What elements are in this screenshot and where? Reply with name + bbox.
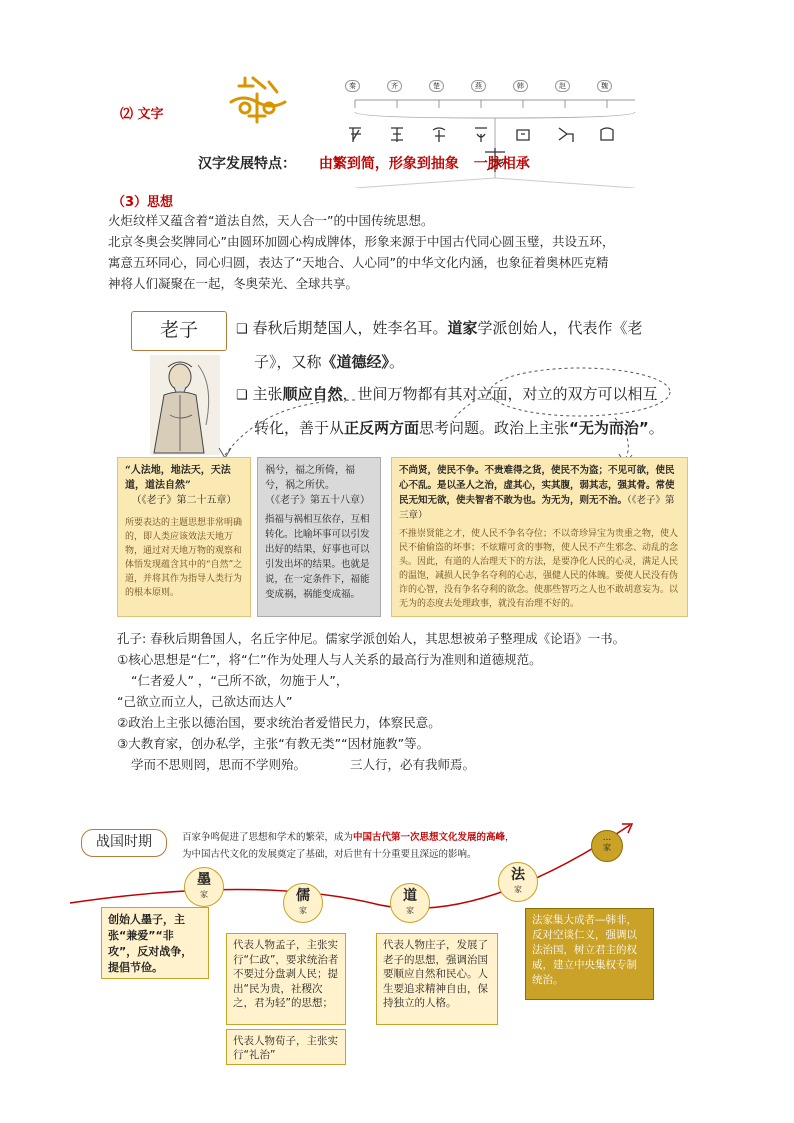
checkbox-bullet-icon: ❑ (236, 388, 248, 403)
school-circle-fa (498, 862, 538, 902)
laozi-b2-bold: “无为而治” (569, 419, 649, 437)
kongzi-line: ①核心思想是“仁”，将“仁”作为处理人与人关系的最高行为准则和道德规范。 (117, 652, 542, 667)
quote-note: 指福与祸相互依存，互相转化。比喻坏事可以引发出好的结果，好事也可以引发出坏的结果。也就是说，在一定条件下，福能变成祸，祸能变成福。 (265, 514, 370, 600)
checkbox-bullet-icon: ❑ (236, 322, 248, 337)
quote-source: （《老子》第三章） (399, 495, 675, 521)
school-big: 墨 (197, 872, 211, 888)
laozi-b2-text: 。 (648, 419, 664, 437)
laozi-b2-bold: 正反两方面 (344, 419, 420, 437)
ru-box-mengzi: 代表人物孟子，主张实行“仁政”，要求统治者不要过分盘剥人民；提出“民为贵，社稷次之，君为轻”的思想； (226, 933, 346, 1025)
laozi-b1-bold: 《道德经》 (321, 353, 390, 371)
state-label: 楚 (429, 80, 444, 92)
mo-box: 创始人墨子，主张“兼爱”“非攻”，反对战争，提倡节俭。 (101, 907, 209, 979)
school-circle-ru (283, 883, 323, 923)
quote-text: 不尚贤，使民不争。不贵难得之货，使民不为盗；不见可欲，使民心不乱。是以圣人之治，虚其心，实其腹，弱其志，强其骨。常使民无知无欲，使夫智者不敢为也。为无为，则无不治。 (399, 465, 675, 506)
intro-text: 百家争鸣促进了思想和学术的繁荣，成为 (182, 832, 354, 843)
laozi-b1-text: 。 (389, 353, 405, 371)
kongzi-line: “仁者爱人” ，“己所不欲，勿施于人”， (131, 673, 349, 688)
kongzi-line: 孔子: 春秋后期鲁国人，名丘字仲尼。儒家学派创始人，其思想被弟子整理成《论语》一书。 (117, 631, 626, 646)
school-big: 法 (511, 867, 525, 883)
dao-box: 代表人物庄子，发展了老子的思想，强调治国要顺应自然和民心。人生要追求精神自由，保持独立的人格。 (376, 933, 498, 1025)
feature-prefix: 汉字发展特点： (198, 156, 296, 172)
quote-source: （《老子》第五十八章） (265, 495, 370, 506)
school-circle-mo (184, 867, 224, 907)
quote-box-1 (117, 457, 251, 617)
laozi-b2-bold: 顺应自然 (282, 385, 343, 403)
torch-emblem-icon (225, 74, 291, 124)
school-circle-more (591, 830, 623, 862)
kongzi-quote: 学而不思则罔，思而不学则殆。 (131, 757, 307, 772)
thought-paragraph: 火炬纹样又蕴含着“道法自然，天人合一”的中国传统思想。 (108, 213, 434, 228)
kongzi-line: ②政治上主张以德治国，要求统治者爱惜民力，体察民意。 (117, 715, 441, 730)
intro-text: 为中国古代文化的发展奠定了基础，对后世有十分重要且深远的影响。 (182, 849, 477, 860)
quote-source: （《老子》第二十五章） (131, 495, 237, 506)
laozi-title: 老子 (131, 311, 227, 351)
school-circle-dao (390, 883, 430, 923)
laozi-bullet-1 (236, 312, 656, 346)
state-label: 秦 (345, 80, 360, 92)
school-small: 家 (514, 885, 522, 894)
school-big: 儒 (296, 888, 310, 904)
school-small: 家 (200, 890, 208, 899)
quote-box-3 (391, 457, 688, 617)
laozi-b2-text: 思考问题。政治上主张 (419, 419, 570, 437)
ru-box-xunzi: 代表人物荀子，主张实行“礼治” (226, 1029, 346, 1065)
laozi-b2-text: 主张 (252, 385, 283, 403)
laozi-b1-bold: 道家 (447, 319, 478, 337)
thought-paragraph: 北京冬奥会奖牌同心”由圆环加圆心构成牌体，形象来源于中国古代同心圆玉璧，共设五环， (108, 234, 615, 249)
quote-note: 所要表达的主题思想非常明确的，即人类应该效法天地万物，通过对天地万物的观察和体悟发现蕴含其中的“自然”之道，并将其作为指导人类行为的根本原则。 (125, 518, 243, 598)
thought-paragraph: 寓意五环同心，同心归圆，表达了“天地合、人心同”的中华文化内涵，也象征着奥林匹克精 (108, 255, 609, 270)
quote-text: “人法地，地法天，天法道，道法自然” (125, 465, 231, 491)
laozi-b1-text: 学派创始人，代表作《老 (477, 319, 643, 337)
laozi-b2-text: 转化，善于从 (254, 419, 345, 437)
highlight-ellipse-icon (195, 360, 675, 470)
kongzi-line (131, 754, 475, 775)
intro-text: ， (505, 832, 515, 843)
state-label: 魏 (597, 80, 612, 92)
kongzi-quote: 三人行，必有我师焉。 (350, 757, 476, 772)
laozi-b2-text: ，世间万物都有其对立面，对立的双方可以相互 (342, 385, 658, 403)
state-label: 赵 (555, 80, 570, 92)
quote-box-2 (257, 457, 381, 617)
school-big: ... (602, 833, 612, 843)
school-small: 家 (299, 906, 307, 915)
school-small: 家 (406, 906, 414, 915)
school-small: 家 (603, 843, 611, 852)
laozi-b1-text: 春秋后期楚国人，姓李名耳。 (252, 319, 448, 337)
quote-note: 不推崇贤能之才，使人民不争名夺位；不以奇珍异宝为贵重之物，使人民不偷偷盗的坏事；不炫耀可贪的事物，使人民不产生邪念、动乱的念头。因此，有道的人治理天下的方法，是要净化人民的心灵，满足人民的温饱，减损人民争名夺利的心志，强健人民的体魄。要使人民没有伪诈的心智，没有争名夺利的欲念。使那些智巧之人也不敢胡意妄为。以无为的态度去处理政事，就没有治理不好的。 (399, 529, 679, 609)
state-label: 齐 (387, 80, 402, 92)
warring-title: 战国时期 (81, 829, 167, 857)
feature-tail: 一脉相承 (473, 156, 530, 172)
state-label: 燕 (471, 80, 486, 92)
intro-highlight: 中国古代第一次思想文化发展的高峰 (353, 832, 506, 843)
laozi-b1-text: 子》，又称 (254, 353, 322, 371)
writing-label: ⑵ 文字 (120, 107, 164, 122)
feature-red: 由繁到简，形象到抽象 (318, 156, 459, 172)
thought-heading: （3）思想 (112, 195, 174, 210)
kongzi-line: “己欲立而立人，己欲达而达人” (117, 694, 293, 709)
writing-feature (198, 154, 530, 175)
quote-text: 祸兮，福之所倚，福兮，祸之所伏。 (265, 465, 355, 491)
state-label: 韩 (513, 80, 528, 92)
thought-paragraph: 神将人们凝聚在一起，冬奥荣光、全球共享。 (108, 276, 359, 291)
school-big: 道 (403, 888, 417, 904)
fa-box: 法家集大成者—韩非，反对空谈仁义，强调以法治国，树立君主的权威，建立中央集权专制统治。 (525, 908, 654, 1000)
kongzi-line: ③大教育家，创办私学，主张“有教无类”“因材施教”等。 (117, 736, 430, 751)
